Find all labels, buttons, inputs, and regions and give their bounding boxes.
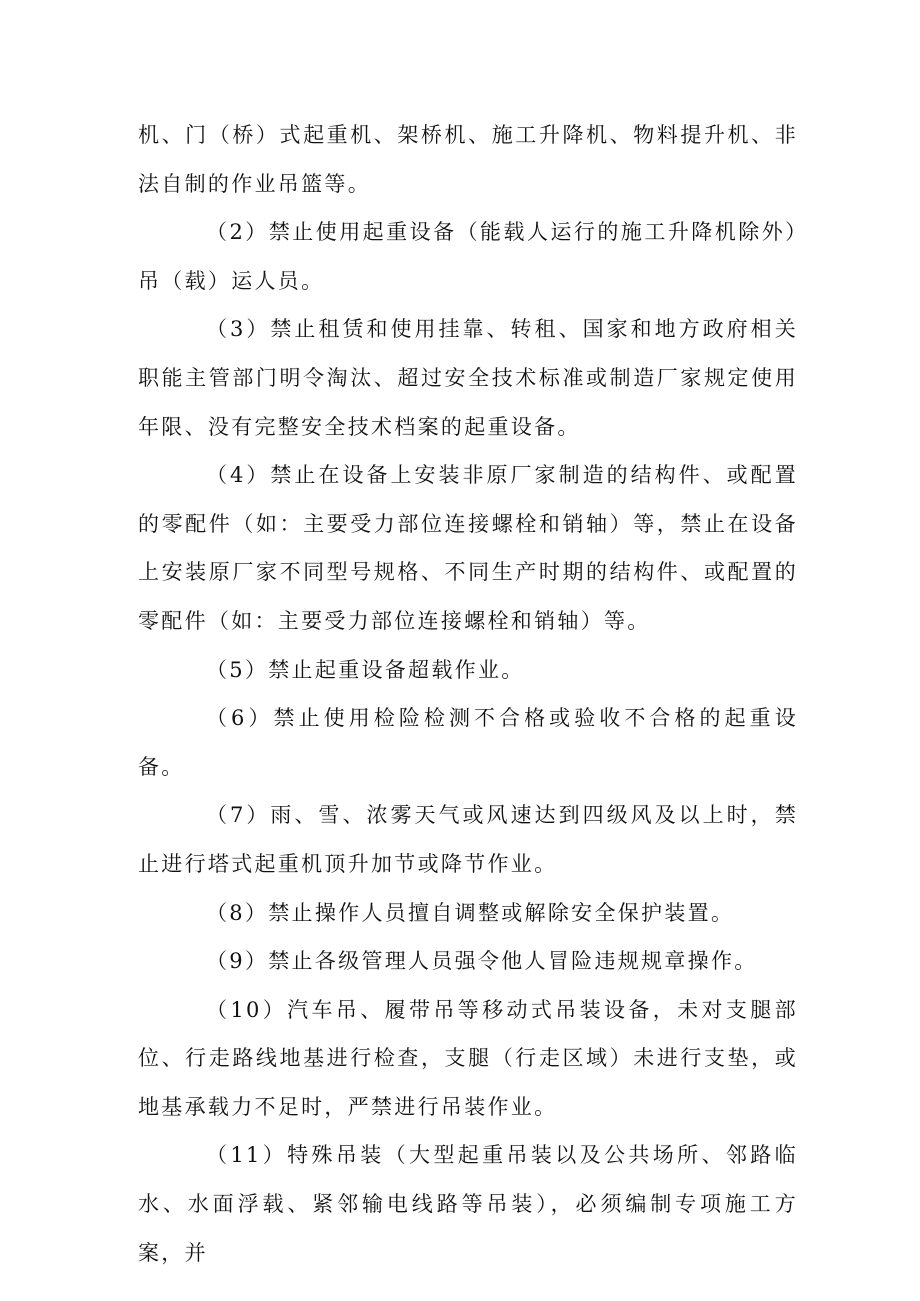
paragraph-continuation: 机、门（桥）式起重机、架桥机、施工升降机、物料提升机、非法自制的作业吊篮等。	[138, 123, 798, 196]
paragraph-item-6: （6）禁止使用检险检测不合格或验收不合格的起重设备。	[138, 706, 798, 779]
document-body	[138, 111, 798, 1277]
paragraph-item-2: （2）禁止使用起重设备（能载人运行的施工升降机除外）吊（载）运人员。	[138, 220, 798, 293]
paragraph-item-8: （8）禁止操作人员擅自调整或解除安全保护装置。	[206, 900, 735, 925]
paragraph-item-5: （5）禁止起重设备超载作业。	[206, 657, 525, 682]
paragraph-item-11: （11）特殊吊装（大型起重吊装以及公共场所、邻路临水、水面浮载、紧邻输电线路等吊装），必须编制专项施工方案，并	[138, 1143, 798, 1265]
paragraph-item-4: （4）禁止在设备上安装非原厂家制造的结构件、或配置的零配件（如：主要受力部位连接螺栓和销轴）等，禁止在设备上安装原厂家不同型号规格、不同生产时期的结构件、或配置的零配件（如：主要受力部位连接螺栓和销轴）等。	[138, 463, 798, 633]
paragraph-item-7: （7）雨、雪、浓雾天气或风速达到四级风及以上时，禁止进行塔式起重机顶升加节或降节作业。	[138, 803, 798, 876]
paragraph-item-9: （9）禁止各级管理人员强令他人冒险违规规章操作。	[206, 949, 758, 974]
paragraph-item-10: （10）汽车吊、履带吊等移动式吊装设备，未对支腿部位、行走路线地基进行检查，支腿（行走区域）未进行支垫，或地基承载力不足时，严禁进行吊装作业。	[138, 997, 798, 1119]
paragraph-item-3: （3）禁止租赁和使用挂靠、转租、国家和地方政府相关职能主管部门明令淘汰、超过安全技术标准或制造厂家规定使用年限、没有完整安全技术档案的起重设备。	[138, 317, 798, 439]
